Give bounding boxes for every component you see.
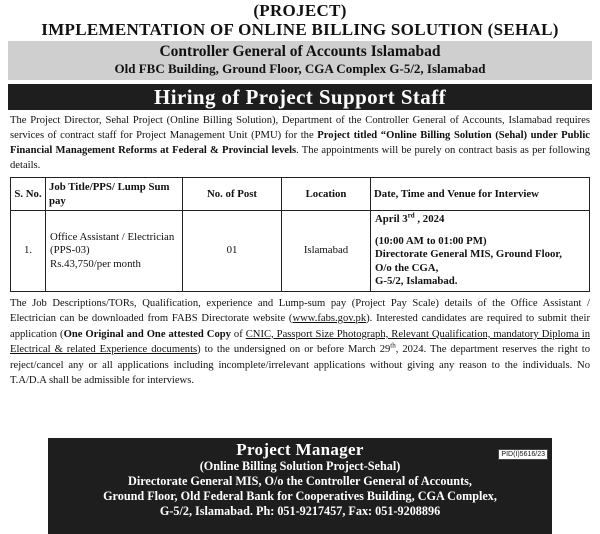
- interview-time: (10:00 AM to 01:00 PM): [375, 234, 487, 247]
- details-sup: th: [390, 341, 396, 350]
- page-title: IMPLEMENTATION OF ONLINE BILLING SOLUTION (SEHAL): [41, 20, 559, 39]
- venue-line-1: Directorate General MIS, Ground Floor,: [375, 248, 562, 260]
- job-pay: Rs.43,750/per month: [50, 257, 141, 270]
- table-row: [11, 211, 590, 292]
- date-sup: rd: [407, 211, 415, 220]
- details-text-5: , 2024. The department reserves the right to reject/cancel any or all applications including incomplete/irrelevant applications without giving any reason to the individuals. No T.A/D.A shall be admissible for interviews.: [10, 344, 590, 387]
- footer-subtitle: (Online Billing Solution Project-Sehal): [199, 459, 401, 473]
- cell-job: [46, 211, 183, 292]
- job-title: Office Assistant / Electrician: [50, 230, 175, 243]
- organization-name: Controller General of Accounts Islamabad: [159, 43, 441, 60]
- footer-address-line-2: Ground Floor, Old Federal Bank for Cooperatives Building, CGA Complex,: [103, 489, 497, 503]
- header-job-title: Job Title/PPS/ Lump Sum pay: [46, 178, 183, 211]
- intro-text-1: The Project Director, Sehal Project (Online Billing Solution), Department of the Controller General of Accounts, Islamabad requires services of contract staff for Project Management Unit (PMU) for the: [10, 115, 590, 141]
- pid-badge: PID(I)5616/23: [498, 449, 548, 460]
- organization-address: Old FBC Building, Ground Floor, CGA Complex G-5/2, Islamabad: [114, 61, 486, 76]
- details-text-4: ) to the undersigned on or before March 29: [197, 344, 391, 356]
- footer-title: Project Manager: [236, 440, 364, 459]
- intro-paragraph: [10, 113, 590, 173]
- details-text-1: The Job Descriptions/TORs, Qualification, experience and Lump-sum pay (Project Pay Scale) details of the Office Assistant / Electrician can be downloaded from FABS Directorate website (: [10, 297, 590, 325]
- venue-line-3: G-5/2, Islamabad.: [375, 275, 458, 287]
- date-year: , 2024: [414, 213, 445, 225]
- cell-venue: [371, 211, 590, 292]
- intro-text-2: . The appointments will be purely on contract basis as per following details.: [10, 145, 590, 171]
- details-text-3: of: [230, 328, 246, 340]
- details-copies: One Original and One attested Copy: [63, 328, 231, 340]
- cell-location: Islamabad: [282, 211, 371, 292]
- intro-project-title: Project titled “Online Billing Solution (Sehal) under Public Financial Management Reforms at Federal & Provincial levels: [10, 130, 590, 156]
- header-venue: Date, Time and Venue for Interview: [371, 178, 590, 211]
- posts-table: [10, 177, 590, 292]
- cell-sno: 1.: [11, 211, 46, 292]
- job-pps: (PPS-03): [50, 244, 90, 256]
- cell-posts: 01: [183, 211, 282, 292]
- interview-date: [375, 213, 585, 227]
- date-text: April 3: [375, 213, 408, 225]
- details-documents: CNIC, Passport Size Photograph, Relevant Qualification, mandatory Diploma in Electrical & related Experience documents: [10, 328, 590, 356]
- header: [0, 0, 600, 39]
- header-location: Location: [282, 178, 371, 211]
- venue-line-2: O/o the CGA,: [375, 261, 439, 274]
- details-paragraph: [10, 296, 590, 390]
- footer-address-line-1: Directorate General MIS, O/o the Controller General of Accounts,: [128, 474, 472, 488]
- footer-contact-block: [48, 438, 552, 534]
- header-no-of-post: No. of Post: [183, 178, 282, 211]
- project-label: (PROJECT): [253, 1, 347, 20]
- footer-address-line-3: G-5/2, Islamabad. Ph: 051-9217457, Fax: 051-9208896: [159, 504, 441, 518]
- website-link[interactable]: www.fabs.gov.pk: [292, 313, 367, 325]
- header-sno: S. No.: [11, 178, 46, 211]
- table-header-row: [11, 178, 590, 211]
- organization-band: [8, 41, 592, 80]
- details-text-2: ). Interested candidates are required to submit their application (: [10, 313, 590, 340]
- hiring-banner: Hiring of Project Support Staff: [8, 84, 592, 110]
